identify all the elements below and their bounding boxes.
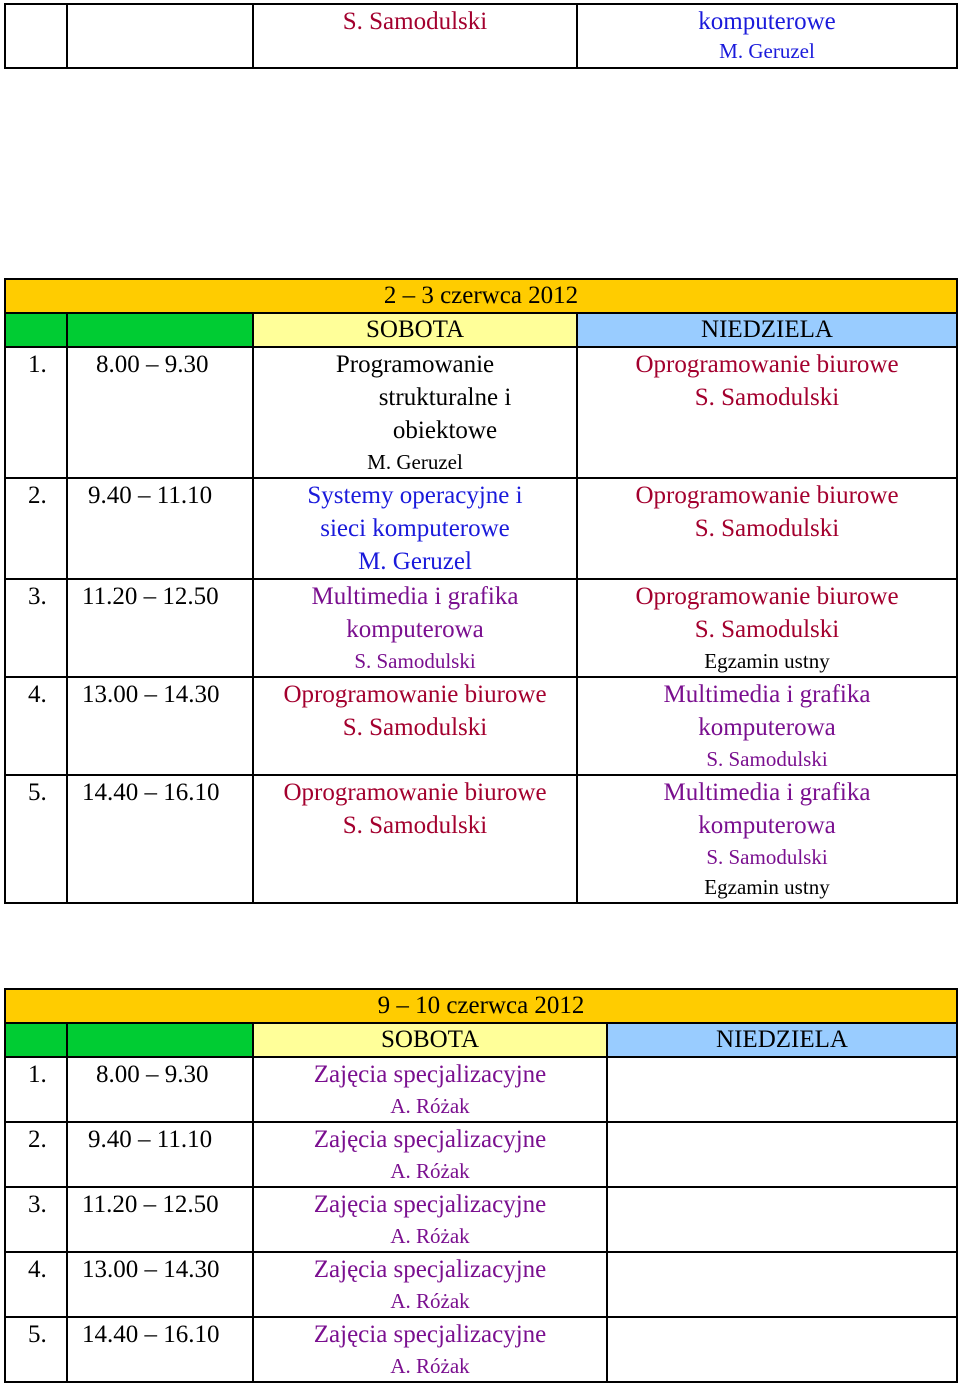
class-name: sieci komputerowe — [320, 515, 510, 542]
schedule-week-1 — [4, 278, 958, 904]
period-number: 2. — [5, 478, 67, 579]
teacher-name: S. Samodulski — [706, 845, 828, 869]
teacher-name: M. Geruzel — [367, 450, 463, 474]
week-title — [5, 989, 957, 1023]
teacher-name: M. Geruzel — [719, 39, 815, 63]
saturday-class — [253, 347, 577, 478]
class-name: Systemy operacyjne i — [307, 482, 523, 509]
sunday-class — [577, 775, 957, 903]
teacher-name: S. Samodulski — [694, 384, 840, 411]
table-row — [5, 677, 957, 775]
class-name: Zajęcia specjalizacyjne — [313, 1126, 547, 1153]
schedule-week-2 — [4, 988, 958, 1383]
sunday-class — [577, 677, 957, 775]
period-number: 1. — [5, 1057, 67, 1122]
saturday-class — [253, 1252, 607, 1317]
header-blank — [67, 313, 253, 347]
saturday-header — [253, 313, 577, 347]
period-number: 4. — [5, 677, 67, 775]
week-title — [5, 279, 957, 313]
saturday-class — [253, 579, 577, 677]
period-number: 2. — [5, 1122, 67, 1187]
saturday-class — [253, 1122, 607, 1187]
cell-empty — [67, 4, 253, 68]
sunday-class — [607, 1187, 957, 1252]
period-number: 4. — [5, 1252, 67, 1317]
header-blank — [5, 1023, 67, 1057]
week-title-text: 9 – 10 czerwca 2012 — [377, 992, 585, 1019]
period-time: 11.20 – 12.50 — [67, 579, 253, 677]
header-blank — [67, 1023, 253, 1057]
sunday-class — [607, 1317, 957, 1382]
table-row — [5, 478, 957, 579]
table-row — [5, 1187, 957, 1252]
teacher-name: A. Różak — [390, 1224, 470, 1248]
class-name: strukturalne i — [378, 384, 512, 411]
sunday-header — [577, 313, 957, 347]
period-time: 13.00 – 14.30 — [67, 1252, 253, 1317]
sunday-class — [607, 1252, 957, 1317]
period-time: 9.40 – 11.10 — [67, 1122, 253, 1187]
class-name: Oprogramowanie biurowe — [635, 583, 899, 610]
period-number: 5. — [5, 775, 67, 903]
class-name: Multimedia i grafika — [663, 779, 871, 806]
class-name: Oprogramowanie biurowe — [635, 482, 899, 509]
sunday-label: NIEDZIELA — [701, 316, 833, 343]
class-cell — [577, 4, 957, 68]
teacher-name: A. Różak — [390, 1289, 470, 1313]
class-name: komputerowa — [698, 714, 836, 741]
week-title-text: 2 – 3 czerwca 2012 — [383, 282, 579, 309]
sunday-class — [607, 1122, 957, 1187]
sunday-class — [577, 478, 957, 579]
class-name: Multimedia i grafika — [663, 681, 871, 708]
exam-note: Egzamin ustny — [704, 649, 830, 673]
class-name: Oprogramowanie biurowe — [283, 779, 547, 806]
class-name: Oprogramowanie biurowe — [635, 351, 899, 378]
period-time: 13.00 – 14.30 — [67, 677, 253, 775]
saturday-class — [253, 1187, 607, 1252]
class-name: Zajęcia specjalizacyjne — [313, 1256, 547, 1283]
period-time: 9.40 – 11.10 — [67, 478, 253, 579]
class-name: obiektowe — [392, 417, 498, 444]
teacher-name: S. Samodulski — [706, 747, 828, 771]
teacher-name: A. Różak — [390, 1354, 470, 1378]
saturday-label: SOBOTA — [380, 1026, 479, 1053]
sunday-class — [577, 347, 957, 478]
period-time: 8.00 – 9.30 — [67, 1057, 253, 1122]
header-blank — [5, 313, 67, 347]
teacher-name: S. Samodulski — [342, 812, 488, 839]
table-row — [5, 1252, 957, 1317]
period-time: 14.40 – 16.10 — [67, 1317, 253, 1382]
period-number: 1. — [5, 347, 67, 478]
class-name: Zajęcia specjalizacyjne — [313, 1191, 547, 1218]
period-time: 11.20 – 12.50 — [67, 1187, 253, 1252]
sunday-class — [577, 579, 957, 677]
table-row — [5, 579, 957, 677]
class-cell — [253, 4, 577, 68]
teacher-name: A. Różak — [390, 1159, 470, 1183]
class-name: komputerowe — [698, 8, 836, 35]
class-name: Zajęcia specjalizacyjne — [313, 1321, 547, 1348]
exam-note: Egzamin ustny — [704, 875, 830, 899]
table-row — [5, 1122, 957, 1187]
class-name: komputerowa — [698, 812, 836, 839]
period-number: 3. — [5, 579, 67, 677]
saturday-header — [253, 1023, 607, 1057]
saturday-class — [253, 1317, 607, 1382]
saturday-class — [253, 677, 577, 775]
class-name: Programowanie — [335, 351, 495, 378]
class-name: Oprogramowanie biurowe — [283, 681, 547, 708]
cell-empty — [5, 4, 67, 68]
class-name: komputerowa — [346, 616, 484, 643]
class-name: Zajęcia specjalizacyjne — [313, 1061, 547, 1088]
teacher-name: S. Samodulski — [694, 515, 840, 542]
sunday-class — [607, 1057, 957, 1122]
teacher-name: S. Samodulski — [354, 649, 476, 673]
period-time: 14.40 – 16.10 — [67, 775, 253, 903]
sunday-header — [607, 1023, 957, 1057]
class-name: Multimedia i grafika — [311, 583, 519, 610]
saturday-label: SOBOTA — [365, 316, 464, 343]
sunday-label: NIEDZIELA — [716, 1026, 848, 1053]
saturday-class — [253, 775, 577, 903]
table-row — [5, 775, 957, 903]
table-row — [5, 1317, 957, 1382]
table-row — [5, 1057, 957, 1122]
teacher-name: M. Geruzel — [358, 548, 472, 575]
period-number: 3. — [5, 1187, 67, 1252]
teacher-name: A. Różak — [390, 1094, 470, 1118]
period-time: 8.00 – 9.30 — [67, 347, 253, 478]
teacher-name: S. Samodulski — [694, 616, 840, 643]
saturday-class — [253, 1057, 607, 1122]
period-number: 5. — [5, 1317, 67, 1382]
top-fragment-table — [4, 3, 958, 69]
table-row — [5, 347, 957, 478]
saturday-class — [253, 478, 577, 579]
teacher-name: S. Samodulski — [342, 8, 488, 35]
teacher-name: S. Samodulski — [342, 714, 488, 741]
